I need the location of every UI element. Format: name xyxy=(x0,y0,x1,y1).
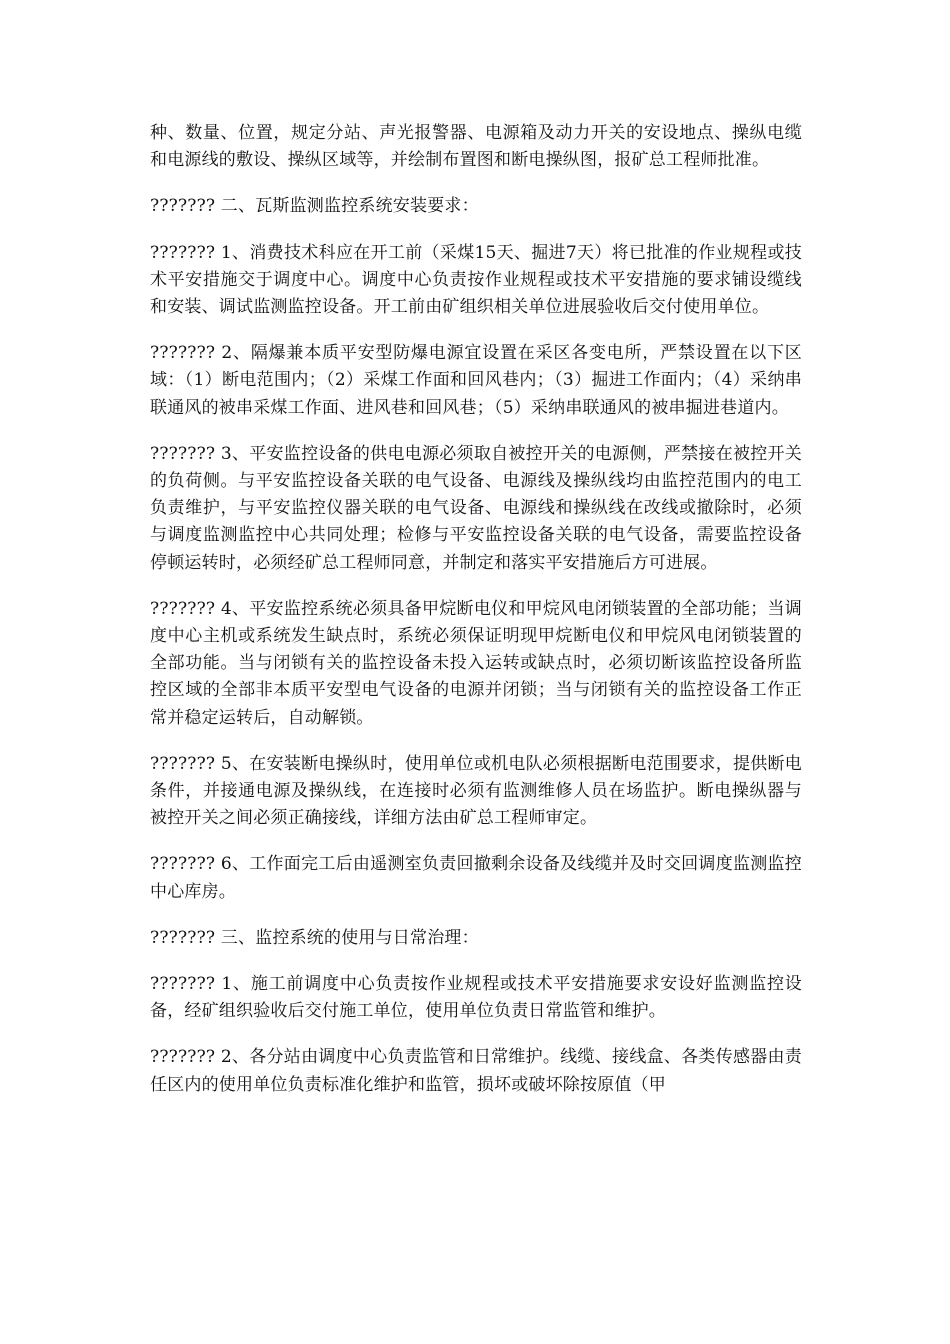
paragraph-item-2: ??????? 2、隔爆兼本质平安型防爆电源宜设置在采区各变电所，严禁设置在以下区域：（1）断电范围内；（2）采煤工作面和回风巷内；（3）掘进工作面内；（4）采纳串联通风的被串采煤工作面、进风巷和回风巷；（5）采纳串联通风的被串掘进巷道内。 xyxy=(150,343,802,418)
document-page xyxy=(150,120,802,1118)
paragraph-continuation: 种、数量、位置，规定分站、声光报警器、电源箱及动力开关的安设地点、操纵电缆和电源线的敷设、操纵区域等，并绘制布置图和断电操纵图，报矿总工程师批准。 xyxy=(150,123,802,171)
section-heading-usage: ??????? 三、监控系统的使用与日常治理： xyxy=(150,927,479,948)
paragraph-item-1: ??????? 1、消费技术科应在开工前（采煤15天、掘进7天）将已批准的作业规程或技术平安措施交于调度中心。调度中心负责按作业规程或技术平安措施的要求铺设缆线和安装、调试监测监控设备。开工前由矿组织相关单位进展验收后交付使用单位。 xyxy=(150,242,802,318)
paragraph-item-4: ??????? 4、平安监控系统必须具备甲烷断电仪和甲烷风电闭锁装置的全部功能；当调度中心主机或系统发生缺点时，系统必须保证明现甲烷断电仪和甲烷风电闭锁装置的全部功能。当与闭锁有关的监控设备未投入运转或缺点时，必须切断该监控设备所监控区域的全部非本质平安型电气设备的电源并闭锁；当与闭锁有关的监控设备工作正常并稳定运转后，自动解锁。 xyxy=(150,598,802,728)
paragraph-usage-item-2: ??????? 2、各分站由调度中心负责监管和日常维护。线缆、接线盒、各类传感器由责任区内的使用单位负责标准化维护和监管，损坏或破坏除按原值（甲 xyxy=(150,1047,802,1095)
paragraph-item-5: ??????? 5、在安装断电操纵时，使用单位或机电队必须根据断电范围要求，提供断电条件，并接通电源及操纵线，在连接时必须有监测维修人员在场监护。断电操纵器与被控开关之间必须正确接线，详细方法由矿总工程师审定。 xyxy=(150,753,802,829)
section-heading-installation: ??????? 二、瓦斯监测监控系统安装要求： xyxy=(150,196,479,217)
paragraph-usage-item-1: ??????? 1、施工前调度中心负责按作业规程或技术平安措施要求安设好监测监控设备，经矿组织验收后交付施工单位，使用单位负责日常监管和维护。 xyxy=(150,974,802,1022)
paragraph-item-6: ??????? 6、工作面完工后由遥测室负责回撤剩余设备及线缆并及时交回调度监测监控中心库房。 xyxy=(150,854,802,902)
paragraph-item-3: ??????? 3、平安监控设备的供电电源必须取自被控开关的电源侧，严禁接在被控开关的负荷侧。与平安监控设备关联的电气设备、电源线及操纵线均由监控范围内的电工负责维护，与平安监控仪器关联的电气设备、电源线和操纵线在改线或撤除时，必须与调度监测监控中心共同处理；检修与平安监控设备关联的电气设备，需要监控设备停顿运转时，必须经矿总工程师同意，并制定和落实平安措施后方可进展。 xyxy=(150,443,802,573)
